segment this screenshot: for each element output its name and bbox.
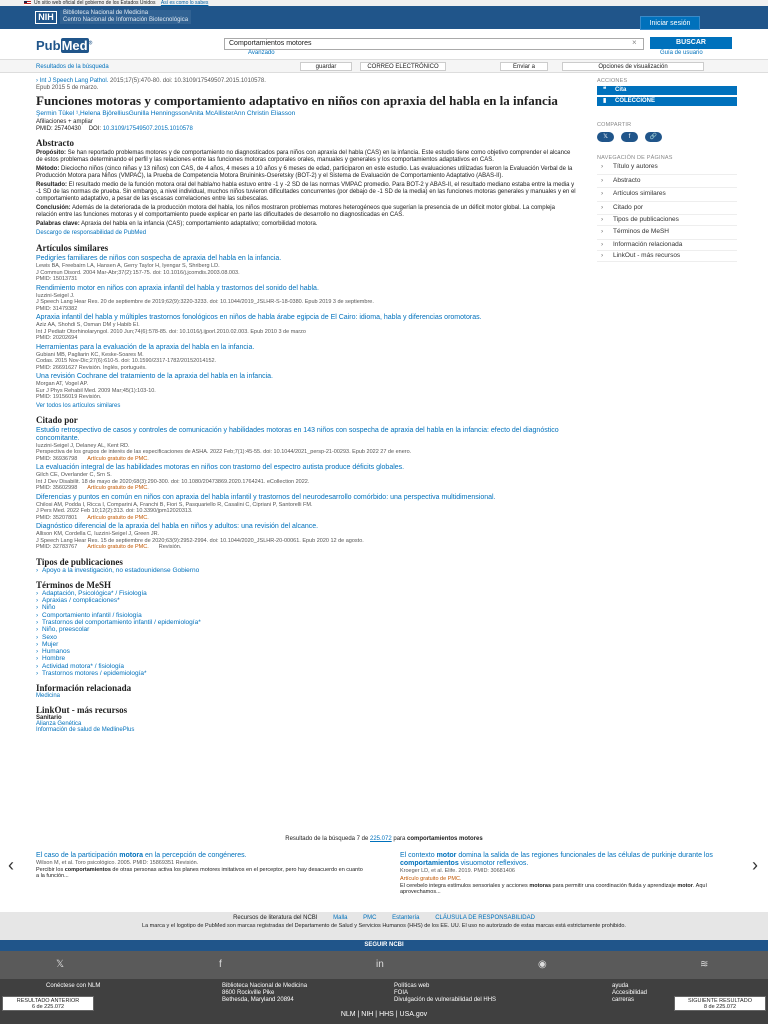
careers-link[interactable]: carreras [612, 997, 635, 1003]
pubtype-link[interactable]: › Apoyo a la investigación, no estadounidense Gobierno [36, 567, 576, 574]
cited-article-source: J Speech Lang Hear Res. 15 de septiembre de 2020;63(9):2952-2994. doi: 10.1044/2020_JSLHR-20-00061. Epub 2020 12 de agosto. [36, 537, 364, 544]
user-guide-link[interactable]: Guía de usuario [660, 50, 703, 56]
footer-disclaimer-link[interactable]: CLÁUSULA DE RESPONSABILIDAD [435, 915, 535, 921]
footer-bookshelf-link[interactable]: Estantería [392, 915, 420, 921]
nih-header [0, 6, 768, 29]
mesh-term-link[interactable]: › Niño [36, 604, 576, 611]
page-nav-label: Tipos de publicaciones [613, 216, 679, 223]
next-free-badge: Artículo gratuito de PMC. [400, 875, 462, 882]
next-btn-label: SIGUIENTE RESULTADO [688, 998, 752, 1004]
next-title-hl: motor [436, 852, 457, 859]
citation [36, 78, 576, 85]
similar-article-pmid: PMID: 19156019 Revisión. [36, 394, 102, 400]
cited-article-authors: Chilosi AM, Podda I, Ricca I, Comparini A, Franchi B, Fiori S, Pasquariello R, Casalini C, Cipriani P, Santorelli FM. [36, 501, 313, 508]
linkedin-icon[interactable]: in [376, 959, 384, 970]
result-label: Resultado: [36, 182, 68, 188]
epub-date: Epub 2015 5 de marzo. [36, 85, 99, 91]
prev-snip-b: de otras personas activa los planes motores imitativos en el perceptor, pero hay desacuerdo en cuanto a la función... [36, 866, 363, 879]
free-pmc-badge[interactable]: Artículo gratuito de PMC. [87, 544, 149, 550]
similar-article-title[interactable]: Apraxia infantil del habla y múltiples trastornos fonológicos en niños de habla árabe egipcia de El Cairo: idioma, habla y diferencias oromotoras. [36, 314, 482, 321]
page-nav-label: LinkOut - más recursos [613, 251, 681, 259]
similar-article-title[interactable]: Una revisión Cochrane del tratamiento de la apraxia del habla en la infancia. [36, 373, 273, 380]
prev-article-meta: Wilson M, et al. Toro psicológico. 2005. PMID: 15869351 Revisión. [36, 860, 199, 866]
logo-pub: Pub [36, 38, 61, 53]
next-title-a: El contexto [400, 852, 437, 859]
share-buttons [597, 132, 737, 142]
mesh-list [36, 590, 576, 678]
hhs-vulnerability-link[interactable]: Divulgación de vulnerabilidad del HHS [394, 997, 497, 1003]
abstract-result [36, 182, 576, 203]
next-title-b: domina la salida de las regiones funcionales de las células de purkinje durante los [456, 852, 713, 859]
result-position [0, 836, 768, 842]
prev-snip-a: Percibir los [36, 866, 65, 873]
next-arrow-icon[interactable]: › [752, 855, 758, 875]
us-flag-icon [24, 1, 31, 5]
prev-title-a: El caso de la participación [36, 852, 120, 859]
collections-button[interactable] [597, 97, 737, 106]
cited-article-title[interactable]: La evaluación integral de las habilidades motoras en niños con trastorno del espectro autista produce déficits globales. [36, 464, 405, 471]
cited-article-ids [36, 544, 576, 551]
back-to-results-link[interactable]: Resultados de la búsqueda [36, 64, 109, 70]
similar-article-title[interactable]: Herramientas para la evaluación de la apraxia del habla en la infancia. [36, 343, 255, 351]
prev-article-snippet [36, 867, 366, 880]
footer-help [612, 983, 647, 1004]
web-policies-link[interactable]: Políticas web [394, 983, 430, 989]
page-nav-item[interactable] [597, 202, 737, 216]
see-all-similar-link[interactable]: Ver todos los artículos similares [36, 402, 121, 409]
similar-article-title[interactable]: Pedigríes familiares de niños con sospecha de apraxia del habla en la infancia. [36, 255, 282, 262]
prev-btn-count: 6 de 225.072 [31, 1004, 65, 1010]
linkout-link[interactable]: Información de salud de MedlinePlus [36, 727, 135, 734]
free-pmc-badge[interactable]: Artículo gratuito de PMC. [87, 514, 149, 521]
address-line-2: 8600 Rockville Pike [222, 990, 275, 996]
prev-arrow-icon[interactable]: ‹ [8, 855, 14, 875]
article-ids [36, 126, 576, 132]
advanced-search-link[interactable]: Avanzado [248, 50, 275, 56]
footer-mesh-link[interactable]: Malla [333, 915, 348, 921]
next-article-preview[interactable] [400, 852, 730, 896]
next-snip-a: El cerebelo integra estímulos sensoriales y acciones [400, 882, 530, 889]
prev-article-title[interactable] [36, 852, 366, 860]
similar-article-pmid: PMID: 26691627 Revisión. Inglés, portugués. [36, 364, 147, 371]
share-heading: COMPARTIR [597, 122, 632, 128]
conclusion-text: Además de la deteriorada de la producción motora del habla, los niños mostraron problemas motores heterogéneos que sugerían la presencia de un déficit motor global. La compleja relación entre las funciones motoras y el comportamiento puede explicar en parte las dificultades de desarrollo no diagnosticadas en CAS. [36, 205, 555, 218]
next-title-c: visuomotor reflexivos. [458, 860, 529, 867]
article-main [36, 78, 576, 733]
similar-article [36, 285, 576, 313]
cited-article-title[interactable]: Estudio retrospectivo de casos y controles de comunicación y habilidades motoras en 143 niños con sospecha de apraxia del habla en la infancia: efecto del diagnóstico concomitante. [36, 426, 559, 442]
doi-label: DOI: [88, 126, 102, 132]
next-snip-hl2: motor [677, 882, 693, 889]
linkout-list [36, 721, 576, 733]
cited-article-source: J Pers Med. 2022 Feb 10;12(2):313. doi: 10.3390/jpm12020313. [36, 508, 193, 514]
similar-article-authors: Lewis BA, Freebairn LA, Hansen A, Gerry Taylor H, Iyengar S, Shriberg LD. [36, 263, 220, 269]
footer-ncbi-resources: Recursos de literatura del NCBI [233, 915, 318, 921]
footer-pmc-link[interactable]: PMC [363, 915, 377, 921]
page-nav-label: Artículos similares [613, 190, 666, 197]
disclaimer-link[interactable]: Descargo de responsabilidad de PubMed [36, 230, 147, 236]
method-label: Método: [36, 166, 60, 172]
cited-article-pmid: PMID: 32783767 [36, 544, 78, 550]
footer-resources [0, 912, 768, 940]
page-nav-item[interactable] [597, 215, 737, 226]
similar-article-source: J Speech Lang Hear Res. 20 de septiembre de 2019;62(9):3220-3233. doi: 10.1044/2019_JSLHR-S-18-0380. Epub 2019 3 de septiembre. [36, 299, 374, 305]
mesh-term-link[interactable]: › Mujer [36, 641, 576, 648]
similar-article-source: Codas. 2015 Nov-Dic;27(6):610-5. doi: 10.1590/2317-1782/20152014152. [36, 358, 217, 364]
page-nav-label: Título y autores [613, 163, 658, 170]
next-article-title[interactable] [400, 852, 730, 868]
doi-link[interactable]: 10.3109/17549507.2015.1010578 [102, 126, 193, 132]
search-input[interactable]: Comportamientos motores [224, 38, 644, 50]
article-title: Funciones motoras y comportamiento adaptativo en niños con apraxia del habla en la infancia [36, 93, 558, 108]
similar-article-pmid: PMID: 31479382 [36, 305, 78, 312]
gov-banner-link[interactable]: Así es como lo sabes [160, 0, 209, 6]
facebook-icon[interactable]: f [219, 959, 222, 970]
method-text: Dieciocho niños (cinco niñas y 13 niños) con CAS, de 4 años, 4 meses a 10 años y 6 meses de edad, participaron en este estudio. Las evaluaciones utilizadas fueron la Evaluación Verbal de la Producción Motora para Niños (VMPAC), la Prueba de Competencia Motora Bruininks-Oseretsky (BOT-2) y el Sistema de Evaluación de Comportamiento Adaptativo (ABAS-II). [36, 166, 573, 179]
social-links [0, 951, 768, 979]
email-button[interactable]: CORREO ELECTRÓNICO [360, 62, 446, 71]
prev-snip-hl: comportamientos [64, 866, 111, 873]
foia-link[interactable]: FOIA [394, 990, 409, 996]
address-line-3: Bethesda, Maryland 20894 [222, 997, 294, 1003]
page-nav-item[interactable] [597, 240, 737, 251]
login-button[interactable]: Iniciar sesión [640, 16, 700, 30]
cited-article-authors: Iuzzini-Seigel J, Delaney AL, Kent RD. [36, 442, 130, 449]
cited-article-pmid: PMID: 35207801 [36, 514, 78, 521]
similar-article-source: Eur J Phys Rehabil Med. 2009 Mar;45(1):103-10. [36, 387, 156, 394]
logo-med: Med [61, 38, 88, 53]
conclusion-label: Conclusión: [36, 205, 71, 211]
review-badge: Revisión. [158, 544, 182, 550]
mesh-term-link[interactable]: › Trastornos del comportamiento infantil / epidemiología* [36, 619, 576, 626]
abstract-method [36, 166, 576, 180]
cited-article-pmid: PMID: 36936798 [36, 455, 78, 462]
similar-article [36, 314, 576, 342]
result-prefix: Resultado de la búsqueda 7 de [285, 836, 370, 842]
next-snip-c: . Aquí aprovechamos... [400, 882, 707, 895]
similar-article [36, 344, 576, 372]
similar-article-authors: Gubiani MB, Pagliarin KC, Keske-Soares M. [36, 351, 144, 358]
logo-registered: ® [88, 40, 93, 47]
similar-article-authors: Iuzzini-Seigel J. [36, 292, 75, 299]
cited-article-authors: Gilch CE, Overlander C, Srn S. [36, 472, 112, 478]
cited-article-source: Int J Dev Disabilit. 18 de mayo de 2020;68(3):290-300. doi: 10.1080/20473869.2020.1764241. eCollection 2022. [36, 478, 310, 485]
citation-arrow-icon: › [36, 78, 40, 84]
cited-heading: Citado por [36, 414, 78, 425]
similar-heading: Artículos similares [36, 243, 109, 253]
cited-article [36, 464, 576, 492]
address-line-1: Biblioteca Nacional de Medicina [222, 983, 308, 989]
accessibility-link[interactable]: Accesibilidad [612, 990, 648, 996]
bookmark-icon: ▮ [603, 98, 607, 104]
cited-article-title[interactable]: Diferencias y puntos en común en niños con apraxia del habla infantil y trastornos del neurodesarrollo comórbido: una perspectiva multidimensional. [36, 493, 496, 501]
chevron-right-icon: › [601, 163, 604, 170]
chevron-right-icon: › [601, 176, 604, 184]
similar-article-source: Int J Pediatr Otorhinolaryngol. 2010 Jun;74(6):578-85. doi: 10.1016/j.ijporl.2010.02.003. Epub 2010 3 de marzo [36, 328, 306, 335]
keywords-text: Apraxia del habla en la infancia (CAS); comportamiento adaptativo; comorbilidad motora. [79, 221, 318, 227]
purpose-text: Se han reportado problemas motores y de comportamiento no diagnosticados para niños con apraxia del habla (CAS) en la infancia. Este estudio tiene como objetivo comprender el alcance de estos problemas determinando el perfil y las relaciones entre las funciones motoras corporales orales, manuales y generales y los comportamientos adaptativos en CAS. [36, 150, 571, 163]
chevron-right-icon: › [601, 228, 604, 235]
nlm-org-name [60, 10, 191, 24]
free-pmc-badge[interactable]: Artículo gratuito de PMC. [87, 455, 149, 462]
result-total-link[interactable]: 225.072 [370, 836, 392, 842]
org-line-2: Centro Nacional de Información Biotecnológica [63, 17, 189, 23]
collections-label: COLECCIONE [615, 98, 656, 104]
mesh-term-link[interactable]: › Hombre [36, 655, 576, 662]
free-pmc-badge[interactable]: Artículo gratuito de PMC. [87, 485, 149, 491]
chevron-right-icon: › [601, 203, 604, 211]
author-list[interactable]: Şermin Tükel ¹,Helena BjörelliusGunilla HenningssonAnita McAllisterAnn Christin Eliasson [36, 110, 296, 117]
cited-article-authors: Allison KM, Cordella C, Iuzzini-Seigel J, Green JR. [36, 531, 160, 537]
next-title-hl2: comportamientos [400, 860, 459, 867]
previous-result-button[interactable] [2, 996, 94, 1011]
display-options-button[interactable]: Opciones de visualización [562, 62, 704, 71]
similar-article [36, 373, 576, 401]
related-heading: Información relacionada [36, 683, 132, 694]
actions-heading: ACCIONES [597, 78, 628, 84]
similar-article [36, 255, 576, 283]
abstract-purpose [36, 150, 576, 164]
cited-article-ids [36, 515, 576, 522]
similar-article-pmid: PMID: 20202694 [36, 335, 78, 341]
page-nav-label: Términos de MeSH [613, 228, 669, 235]
next-snip-b: para permitir una coordinación fluida y aprendizaje [551, 882, 678, 889]
result-text: El resultado medio de la función motora oral del habla/no habla estuvo entre -1 y -2 SD de las normas VMPAC promedio. Para BOT-2 y ABAS-II, el resultado mediano estaba entre la media y -1 SD de las normas de prueba. Sin embargo, a nivel individual, muchos niños tuvieron dificultades concurrentes (por debajo de -1 SD de la media) en las funciones motoras generales y manuales y en el comportamiento adaptativo, a pesar de las escasas correlaciones entre las subescalas. [36, 182, 576, 202]
twitter-icon[interactable]: 𝕏 [56, 959, 65, 970]
abstract-keywords [36, 221, 576, 228]
cited-article-ids [36, 456, 576, 463]
next-article-snippet [400, 883, 730, 896]
prev-btn-label: RESULTADO ANTERIOR [16, 998, 80, 1004]
footer-links [0, 915, 768, 921]
facebook-share-icon[interactable]: f [621, 132, 638, 142]
github-icon[interactable]: ◉ [538, 959, 547, 970]
journal-link[interactable]: Int J Speech Lang Pathol. [39, 78, 109, 84]
page-nav-label: Abstracto [613, 176, 641, 184]
abstract-conclusion [36, 205, 576, 219]
mesh-term-link[interactable]: › Sexo [36, 634, 576, 641]
cited-by-list [36, 427, 576, 551]
sidebar [597, 78, 737, 262]
search-button[interactable]: BUSCAR [650, 37, 732, 49]
trademark-note: La marca y el logotipo de PubMed son marcas registradas del Departamento de Salud y Servicios Humanos (HHS) de los EE. UU. El uso no autorizado de estas marcas está estrictamente prohibido. [142, 923, 626, 929]
send-to-button[interactable]: Enviar a [500, 62, 548, 71]
save-button[interactable]: guardar [300, 62, 352, 71]
rss-icon[interactable]: ≋ [700, 959, 709, 970]
mesh-term-link[interactable]: › Apraxias / complicaciones* [36, 597, 576, 604]
help-link[interactable]: ayuda [612, 983, 629, 989]
page-nav-heading: NAVEGACIÓN DE PÁGINAS [597, 155, 673, 161]
page-nav [597, 161, 737, 262]
footer-policies [394, 983, 496, 1004]
follow-ncbi-heading: SEGUIR NCBI [0, 940, 768, 951]
twitter-share-icon[interactable]: 𝕏 [597, 132, 614, 142]
chevron-right-icon: › [601, 216, 604, 223]
similar-article-authors: Morgan AT, Vogel AP. [36, 381, 89, 387]
result-query: comportamientos motores [407, 836, 483, 842]
similar-articles-list [36, 255, 576, 401]
prev-title-b: en la percepción de congéneres. [143, 852, 247, 859]
org-line-1: Biblioteca Nacional de Medicina [63, 10, 149, 16]
linkout-sub: Sanitario [36, 715, 62, 722]
permalink-share-icon[interactable]: 🔗 [645, 132, 662, 142]
pmid: PMID: 25740430 [36, 126, 82, 132]
cited-article-pmid: PMID: 35602998 [36, 485, 78, 491]
similar-article-pmid: PMID: 15013731 [36, 276, 78, 282]
prev-title-hl: motora [119, 852, 144, 859]
article-toolbar [0, 59, 768, 73]
next-result-button[interactable] [674, 996, 766, 1011]
similar-article-authors: Aziz AA, Shohdi S, Osman DM y Habib EI. [36, 322, 140, 328]
mesh-term-link[interactable]: › Adaptación, Psicológica* / Fisiología [36, 590, 576, 597]
next-snip-hl: motoras [529, 882, 552, 889]
keywords-label: Palabras clave: [36, 221, 80, 227]
chevron-right-icon: › [601, 240, 604, 248]
chevron-right-icon: › [601, 251, 604, 259]
mesh-heading: Términos de MeSH [36, 579, 111, 590]
cited-article-title[interactable]: Diagnóstico diferencial de la apraxia del habla en niños y adultos: una revisión del alcance. [36, 523, 319, 530]
footer-agencies[interactable]: NLM | NIH | HHS | USA.gov [340, 1011, 428, 1018]
page-nav-item[interactable] [597, 188, 737, 202]
gov-banner-text: Un sitio web oficial del gobierno de los Estados Unidos [34, 0, 156, 6]
pubtypes-list [36, 567, 576, 574]
citation-details: 2015;17(5):470-80. doi: 10.3109/17549507.2015.1010578. [108, 78, 266, 84]
cited-article [36, 523, 576, 551]
abstract-heading: Abstracto [36, 138, 74, 148]
page-nav-label: Citado por [613, 203, 643, 211]
quote-icon: ❝ [603, 87, 607, 93]
previous-article-preview[interactable] [36, 852, 366, 880]
cite-label: Cita [615, 87, 627, 93]
linkout-heading: LinkOut - más recursos [36, 705, 128, 716]
cite-button[interactable] [597, 86, 737, 95]
affiliations-toggle[interactable]: Afiliaciones + ampliar [36, 119, 93, 125]
mesh-term-link[interactable]: › Trastornos motores / epidemiología* [36, 670, 576, 677]
cited-article [36, 494, 576, 522]
page-nav-label: Información relacionada [613, 240, 683, 248]
result-mid: para [391, 836, 408, 842]
page-nav-item[interactable] [597, 175, 737, 189]
mesh-term-link[interactable]: › Actividad motora* / fisiología [36, 663, 576, 670]
nih-logo[interactable]: NIH [35, 11, 57, 24]
related-info-list [36, 693, 576, 699]
chevron-right-icon: › [601, 190, 604, 197]
mesh-term-link[interactable]: › Humanos [36, 648, 576, 655]
linkout-link[interactable]: Alianza Genética [36, 721, 82, 728]
next-btn-count: 8 de 225.072 [703, 1004, 737, 1010]
mesh-term-link[interactable]: › Niño, preescolar [36, 626, 576, 633]
clear-search-icon[interactable]: × [632, 38, 637, 47]
page-nav-item[interactable] [597, 251, 737, 262]
mesh-term-link[interactable]: › Comportamiento infantil / fisiología [36, 612, 576, 619]
pubtypes-heading: Tipos de publicaciones [36, 556, 123, 567]
footer-connect: Conéctese con NLM [46, 983, 101, 989]
pubmed-logo[interactable] [36, 38, 92, 53]
cited-article [36, 427, 576, 463]
related-info-link[interactable]: Medicina [36, 693, 61, 700]
footer-address [222, 983, 307, 1004]
cited-article-ids [36, 485, 576, 492]
purpose-label: Propósito: [36, 150, 66, 156]
page-nav-item[interactable] [597, 161, 737, 175]
next-article-meta: Kroeger LD, et al. Elife. 2019. PMID: 30681406 [400, 868, 515, 874]
page-nav-item[interactable] [597, 226, 737, 240]
similar-article-source: J Commun Disord. 2004 Mar-Abr;37(2):157-75. doi: 10.1016/j.jcomdis.2003.08.003. [36, 269, 240, 276]
similar-article-title[interactable]: Rendimiento motor en niños con apraxia infantil del habla y trastornos del sonido del habla. [36, 284, 319, 292]
cited-article-source: Perspectiva de los grupos de interés de las especificaciones de ASHA. 2022 Feb;7(1):45-55. doi: 10.1044/2021_persp-21-00293. Epub 2022 27 de enero. [36, 449, 412, 455]
